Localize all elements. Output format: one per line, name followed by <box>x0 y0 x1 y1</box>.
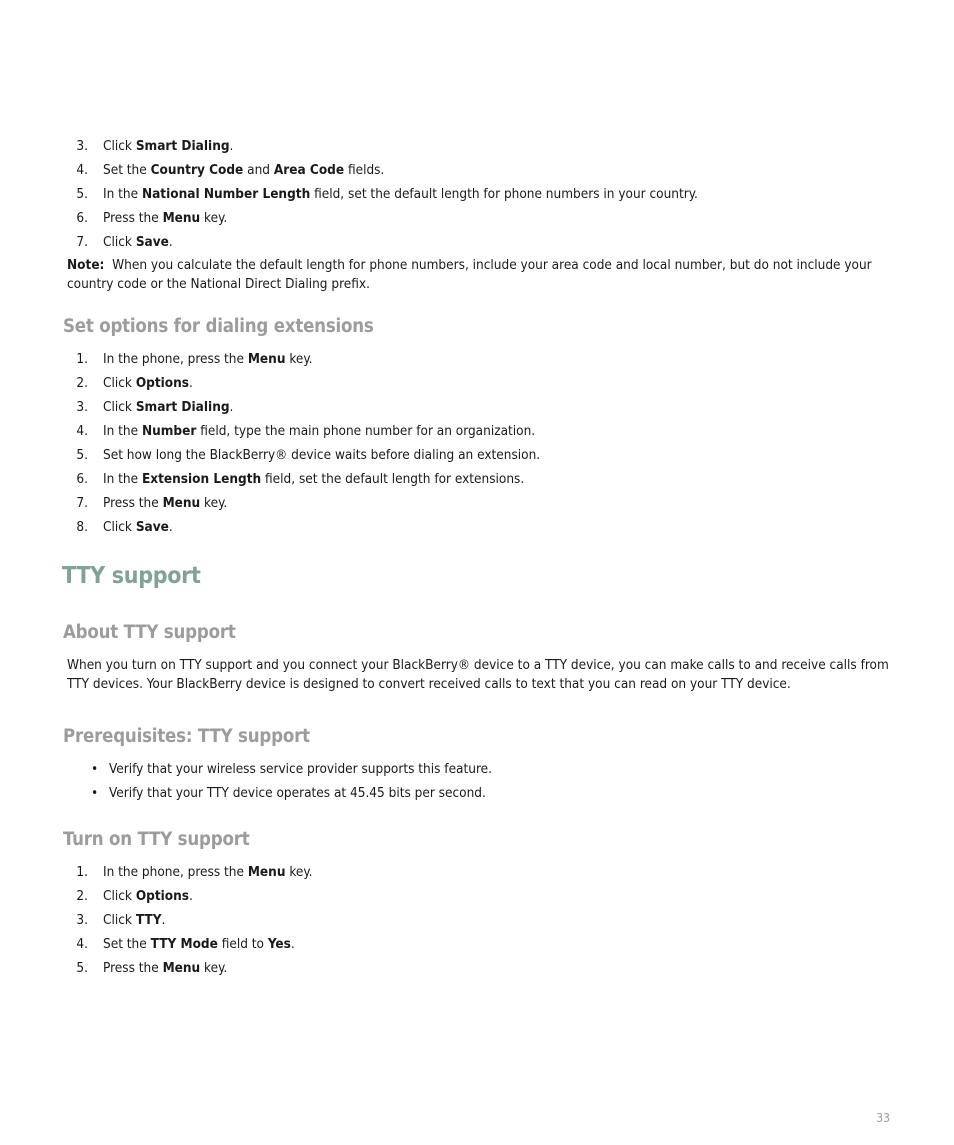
ui-term: Yes <box>267 936 291 952</box>
step-text-part: field to <box>217 936 268 952</box>
ui-term: Options <box>135 888 190 904</box>
step-number: 5. <box>76 447 88 463</box>
step-number: 6. <box>76 471 88 487</box>
step-text-part: Click <box>103 519 136 535</box>
step-text-part: Click <box>103 399 136 415</box>
step-number: 5. <box>76 186 88 202</box>
step-text-part: and <box>243 162 274 178</box>
step-text-part: Press the <box>103 495 163 511</box>
step-text-part: In the <box>103 423 142 439</box>
ui-term: Options <box>135 375 190 391</box>
step-text <box>103 515 173 539</box>
step-number: 2. <box>76 375 88 391</box>
step-text-part: . <box>290 936 295 952</box>
step-text-part: In the <box>103 186 142 202</box>
step-text <box>103 443 540 467</box>
ui-term: National Number Length <box>141 186 311 202</box>
step-text <box>103 491 227 515</box>
heading-tty-support: TTY support <box>62 563 201 589</box>
ui-term: Menu <box>162 960 201 976</box>
heading-turn-on-tty: Turn on TTY support <box>63 829 250 850</box>
step-number: 3. <box>76 138 88 154</box>
step-text-part: Set how long the BlackBerry® device waits before dialing an extension. <box>103 447 541 463</box>
ui-term: Save <box>135 234 169 250</box>
bullet-icon: • <box>91 761 99 777</box>
step-text-part: Click <box>103 138 136 154</box>
step-text <box>103 206 227 230</box>
step-text <box>103 860 312 884</box>
step-text <box>103 419 535 443</box>
step-text-part: key. <box>285 864 313 880</box>
step-text-part: . <box>189 375 193 391</box>
step-number: 6. <box>76 210 88 226</box>
step-text-part: Click <box>103 375 136 391</box>
step-number: 4. <box>76 423 88 439</box>
step-number: 5. <box>76 960 88 976</box>
bullet-icon: • <box>91 785 99 801</box>
step-text-part: field, set the default length for phone numbers in your country. <box>310 186 698 202</box>
step-text-part: . <box>229 138 234 154</box>
step-number: 8. <box>76 519 88 535</box>
step-number: 7. <box>76 234 88 250</box>
step-number: 4. <box>76 162 88 178</box>
step-number: 1. <box>76 351 88 367</box>
step-text-part: . <box>189 888 193 904</box>
ui-term: Menu <box>247 351 286 367</box>
ui-term: TTY <box>135 912 162 928</box>
step-text <box>103 395 233 419</box>
step-text <box>103 230 173 254</box>
step-text-part: Set the <box>103 936 151 952</box>
step-text-part: Click <box>103 234 136 250</box>
step-text-part: key. <box>200 960 228 976</box>
ui-term: Save <box>135 519 169 535</box>
step-text <box>103 908 165 932</box>
step-text-part: Press the <box>103 960 163 976</box>
ui-term: Smart Dialing <box>135 138 230 154</box>
ui-term: Menu <box>247 864 286 880</box>
step-text <box>103 467 524 491</box>
step-text <box>103 182 698 206</box>
step-text-part: In the phone, press the <box>103 351 248 367</box>
step-text <box>103 884 193 908</box>
ui-term: Country Code <box>150 162 244 178</box>
bullet-text: Verify that your TTY device operates at 45.45 bits per second. <box>109 785 486 801</box>
step-text <box>103 371 193 395</box>
step-number: 3. <box>76 399 88 415</box>
heading-dialing-extensions: Set options for dialing extensions <box>63 316 374 337</box>
step-number: 4. <box>76 936 88 952</box>
ui-term: Area Code <box>273 162 345 178</box>
ui-term: TTY Mode <box>150 936 218 952</box>
step-number: 7. <box>76 495 88 511</box>
step-text-part: key. <box>200 495 228 511</box>
heading-prerequisites-tty: Prerequisites: TTY support <box>63 726 310 747</box>
step-text-part: . <box>168 234 173 250</box>
ui-term: Extension Length <box>141 471 262 487</box>
step-text <box>103 134 233 158</box>
step-text-part: Press the <box>103 210 163 226</box>
step-text-part: key. <box>200 210 228 226</box>
ui-term: Number <box>141 423 197 439</box>
ui-term: Menu <box>162 210 201 226</box>
step-text <box>103 956 227 980</box>
step-text <box>103 932 295 956</box>
step-text-part: field, type the main phone number for an organization. <box>196 423 536 439</box>
step-text <box>103 347 312 371</box>
step-text-part: . <box>161 912 166 928</box>
page-number: 33 <box>876 1111 890 1125</box>
heading-about-tty: About TTY support <box>63 622 236 643</box>
step-text-part: . <box>229 399 234 415</box>
step-text-part: Set the <box>103 162 151 178</box>
step-text-part: . <box>168 519 173 535</box>
step-text-part: In the phone, press the <box>103 864 248 880</box>
step-text-part: Click <box>103 912 136 928</box>
note <box>67 256 897 294</box>
step-number: 2. <box>76 888 88 904</box>
step-text-part: Click <box>103 888 136 904</box>
about-tty-paragraph: When you turn on TTY support and you connect your BlackBerry® device to a TTY device, you can make calls to and receive calls from TTY devices. Your BlackBerry device is designed to convert received calls to text that you can read on your TTY device. <box>67 657 889 692</box>
ui-term: Smart Dialing <box>135 399 230 415</box>
step-text-part: fields. <box>344 162 385 178</box>
note-text: When you calculate the default length for phone numbers, include your area code and local number, but do not include your country code or the National Direct Dialing prefix. <box>67 257 872 292</box>
step-text <box>103 158 384 182</box>
step-text-part: In the <box>103 471 142 487</box>
note-label: Note: <box>67 257 105 273</box>
step-text-part: key. <box>285 351 313 367</box>
step-number: 3. <box>76 912 88 928</box>
bullet-text: Verify that your wireless service provider supports this feature. <box>109 761 492 777</box>
step-text-part: field, set the default length for extensions. <box>261 471 525 487</box>
ui-term: Menu <box>162 495 201 511</box>
step-number: 1. <box>76 864 88 880</box>
